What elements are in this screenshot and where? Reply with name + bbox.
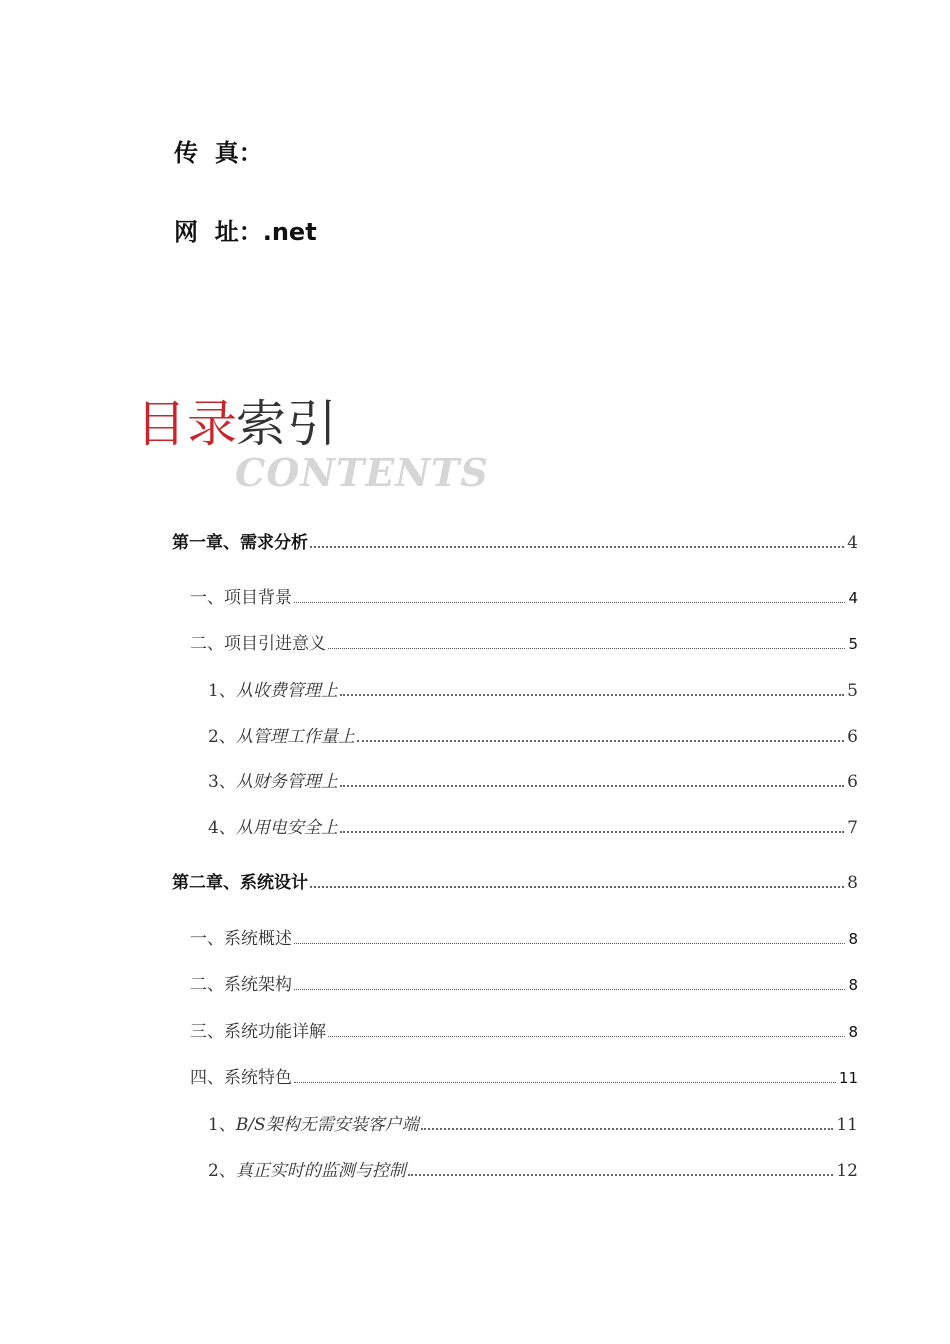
toc-entry-page: 4 bbox=[847, 533, 858, 553]
dot-leader bbox=[328, 1036, 845, 1037]
toc-entry-chapter-1[interactable] bbox=[172, 528, 858, 553]
toc-entry-text: 从收费管理上 bbox=[235, 681, 338, 701]
toc-entry-text: 系统架构 bbox=[224, 975, 292, 995]
toc-entry-title bbox=[208, 676, 338, 701]
toc-entry-number: 三、 bbox=[190, 1022, 224, 1042]
toc-entry-chapter-2[interactable] bbox=[172, 868, 858, 893]
toc-entry-page: 4 bbox=[848, 589, 858, 607]
toc-heading bbox=[136, 394, 496, 504]
dot-leader bbox=[328, 648, 845, 649]
toc-heading-zh-red: 目录 bbox=[136, 395, 238, 453]
toc-entry-section[interactable] bbox=[190, 970, 858, 995]
toc-entry-subsection[interactable] bbox=[208, 676, 858, 701]
toc-entry-number: 2、 bbox=[208, 727, 236, 747]
toc-entry-text: 系统特色 bbox=[224, 1068, 292, 1088]
toc-entry-section[interactable] bbox=[190, 1063, 858, 1088]
toc-entry-text: 系统功能详解 bbox=[224, 1022, 326, 1042]
toc-entry-text: 从用电安全上 bbox=[235, 818, 338, 838]
toc-entry-section[interactable] bbox=[190, 1017, 858, 1042]
toc-entry-section[interactable] bbox=[190, 583, 858, 608]
toc-entry-title bbox=[208, 1110, 419, 1135]
dot-leader bbox=[340, 694, 844, 696]
toc-entry-subsection[interactable] bbox=[208, 1156, 858, 1181]
toc-entry-title bbox=[190, 583, 292, 608]
toc-entry-page: 8 bbox=[847, 873, 858, 893]
toc-entry-page: 5 bbox=[848, 635, 858, 653]
fax-line bbox=[174, 133, 263, 168]
toc-entry-page: 8 bbox=[848, 1023, 858, 1041]
toc-entry-number: 一、 bbox=[190, 588, 224, 608]
toc-entry-page: 8 bbox=[848, 976, 858, 994]
toc-entry-title bbox=[208, 813, 338, 838]
dot-leader bbox=[421, 1128, 834, 1130]
toc-entry-number: 第一章、 bbox=[172, 533, 240, 553]
toc-entry-title bbox=[190, 629, 326, 654]
toc-entry-page: 8 bbox=[848, 930, 858, 948]
dot-leader bbox=[357, 740, 844, 742]
fax-label: 传 真： bbox=[174, 139, 263, 167]
dot-leader bbox=[294, 943, 845, 944]
toc-entry-number: 二、 bbox=[190, 634, 224, 654]
toc-entry-page: 5 bbox=[847, 681, 858, 701]
toc-entry-title bbox=[208, 767, 338, 792]
toc-entry-subsection[interactable] bbox=[208, 722, 858, 747]
toc-entry-subsection[interactable] bbox=[208, 813, 858, 838]
toc-entry-number: 4、 bbox=[208, 818, 236, 838]
toc-entry-page: 6 bbox=[847, 727, 858, 747]
dot-leader bbox=[310, 546, 844, 548]
toc-entry-page: 12 bbox=[836, 1161, 858, 1181]
dot-leader bbox=[294, 1082, 836, 1083]
website-line bbox=[174, 212, 317, 247]
toc-entry-text: 真正实时的监测与控制 bbox=[235, 1161, 406, 1181]
toc-entry-number: 二、 bbox=[190, 975, 224, 995]
dot-leader bbox=[294, 989, 845, 990]
toc-entry-text: 从财务管理上 bbox=[235, 772, 338, 792]
toc-entry-number: 四、 bbox=[190, 1068, 224, 1088]
toc-entry-text: 项目引进意义 bbox=[224, 634, 326, 654]
toc-entry-subsection[interactable] bbox=[208, 1110, 858, 1135]
toc-entry-title bbox=[172, 868, 308, 893]
toc-entry-section[interactable] bbox=[190, 629, 858, 654]
dot-leader bbox=[340, 831, 844, 833]
website-value: .net bbox=[262, 218, 317, 246]
toc-entry-title bbox=[172, 528, 308, 553]
dot-leader bbox=[294, 602, 845, 603]
toc-entry-text: 系统设计 bbox=[240, 873, 308, 893]
toc-entry-number: 一、 bbox=[190, 929, 224, 949]
toc-entry-title bbox=[190, 924, 292, 949]
toc-heading-zh-dark: 索引 bbox=[236, 395, 338, 453]
toc-entry-number: 1、 bbox=[208, 1115, 236, 1135]
toc-entry-title bbox=[208, 722, 355, 747]
toc-entry-text: B/S架构无需安装客户端 bbox=[235, 1115, 419, 1135]
toc-entry-title bbox=[190, 1063, 292, 1088]
toc-entry-text: 系统概述 bbox=[224, 929, 292, 949]
toc-entry-number: 2、 bbox=[208, 1161, 236, 1181]
toc-entry-number: 第二章、 bbox=[172, 873, 240, 893]
toc-entry-page: 11 bbox=[838, 1069, 858, 1087]
toc-entry-text: 需求分析 bbox=[240, 533, 308, 553]
toc-entry-number: 3、 bbox=[208, 772, 236, 792]
toc-entry-section[interactable] bbox=[190, 924, 858, 949]
dot-leader bbox=[310, 886, 844, 888]
dot-leader bbox=[340, 785, 844, 787]
toc-entry-title bbox=[208, 1156, 406, 1181]
toc-entry-title bbox=[190, 970, 292, 995]
toc-entry-text: 从管理工作量上 bbox=[235, 727, 355, 747]
toc-entry-text: 项目背景 bbox=[224, 588, 292, 608]
toc-entry-number: 1、 bbox=[208, 681, 236, 701]
toc-heading-en: CONTENTS bbox=[235, 450, 489, 495]
toc-entry-page: 7 bbox=[847, 818, 858, 838]
toc-entry-page: 6 bbox=[847, 772, 858, 792]
toc-entry-page: 11 bbox=[836, 1115, 858, 1135]
toc-entry-title bbox=[190, 1017, 326, 1042]
toc-entry-subsection[interactable] bbox=[208, 767, 858, 792]
website-label: 网 址： bbox=[174, 218, 263, 246]
dot-leader bbox=[408, 1174, 834, 1176]
